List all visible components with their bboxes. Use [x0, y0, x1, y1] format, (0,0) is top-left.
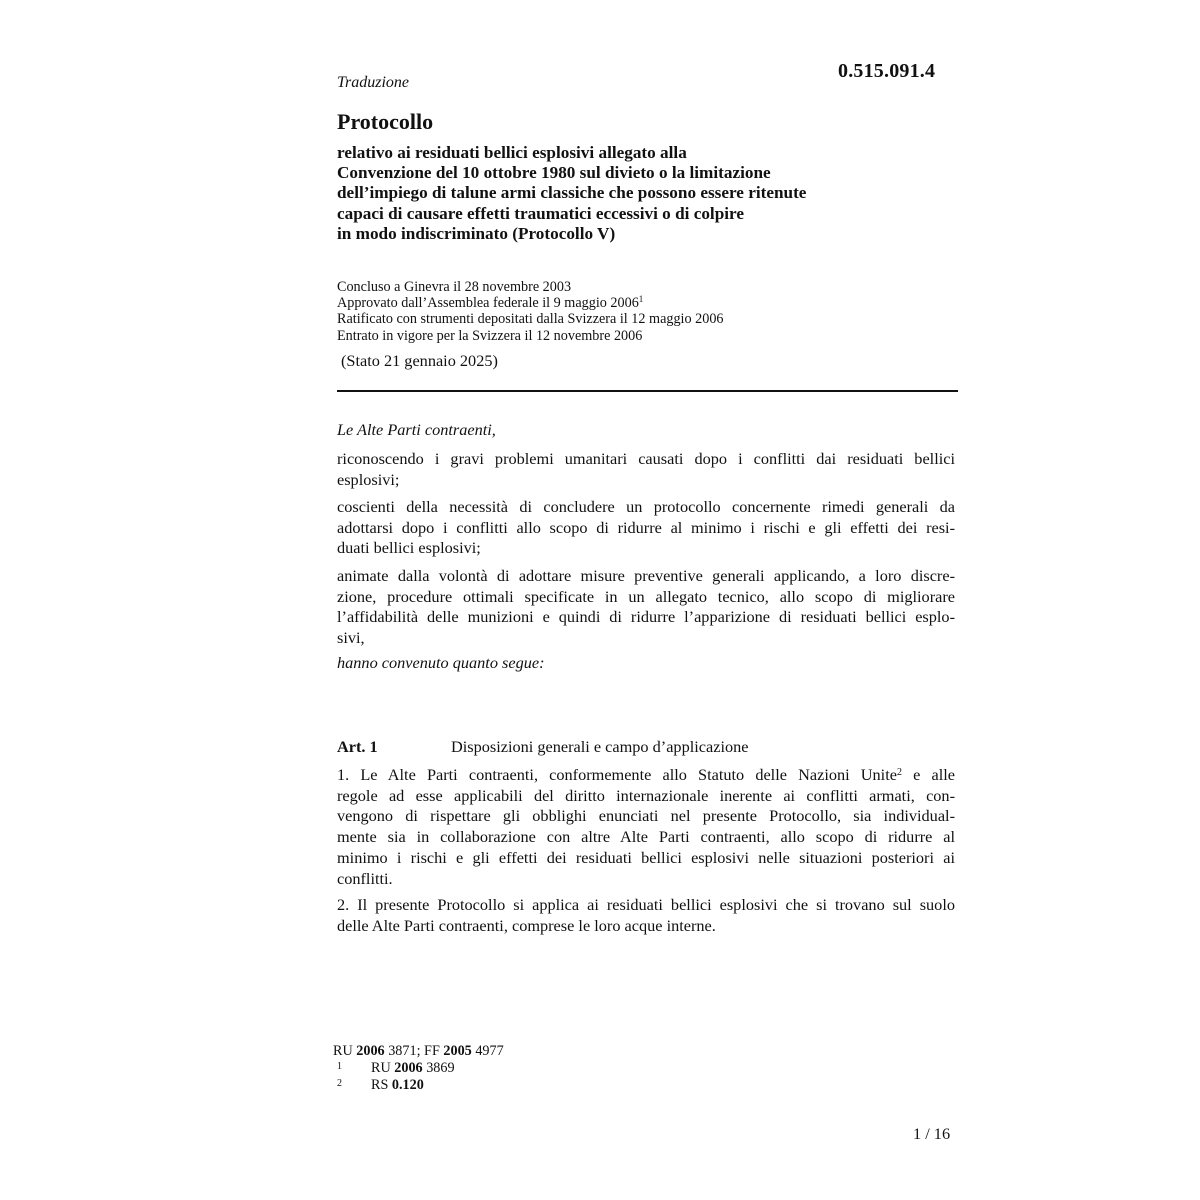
text-line: regole ad esse applicabili del diritto internazionale inerente ai conflitti armati, con-	[337, 785, 955, 805]
text-line: mente sia in collaborazione con altre Alte Parti contraenti, allo scopo di ridurre al	[337, 827, 955, 847]
preamble-intro: Le Alte Parti contraenti,	[337, 420, 496, 439]
text-line: vengono di rispettare gli obblighi enunciati nel presente Protocollo, sia individual-	[337, 806, 955, 826]
footnote-mark: 1	[337, 1061, 342, 1072]
text-line: sivi,	[337, 628, 365, 648]
text-line: coscienti della necessità di concludere un protocollo concernente rimedi generali da	[337, 497, 955, 516]
text-line: animate dalla volontà di adottare misure preventive generali applicando, a loro discre-	[337, 566, 955, 585]
subtitle-line: dell’impiego di talune armi classiche che possono essere ritenute	[337, 183, 807, 203]
ratified-line: Ratificato con strumenti depositati dalla Svizzera il 12 maggio 2006	[337, 311, 724, 328]
subtitle-line: capaci di causare effetti traumatici eccessivi o di colpire	[337, 203, 744, 223]
footnote-mark: 2	[337, 1078, 342, 1089]
text-line: conflitti.	[337, 868, 393, 888]
text-line: zione, procedure ottimali specificate in un allegato tecnico, allo scopo di migliorare	[337, 586, 955, 606]
text-line: riconoscendo i gravi problemi umanitari causati dopo i conflitti dai residuati bellici	[337, 449, 955, 468]
footnote-item	[333, 1077, 504, 1094]
article-paragraph-2	[337, 895, 955, 936]
text-line: delle Alte Parti contraenti, comprese le loro acque interne.	[337, 915, 716, 935]
subtitle-line: Convenzione del 10 ottobre 1980 sul divieto o la limitazione	[337, 163, 771, 183]
article-number: Art. 1	[337, 737, 378, 756]
text-line: l’affidabilità delle munizioni e quindi di ridurre l’apparizione di residuati bellici esplo-	[337, 607, 955, 627]
text-line	[337, 765, 955, 786]
header-divider	[337, 390, 958, 392]
in-force-line: Entrato in vigore per la Svizzera il 12 novembre 2006	[337, 327, 643, 344]
subtitle-line: in modo indiscriminato (Protocollo V)	[337, 223, 616, 243]
concluded-line: Concluso a Ginevra il 28 novembre 2003	[337, 279, 572, 295]
text-run: RS	[371, 1077, 392, 1093]
approved-text: Approvato dall’Assemblea federale il 9 maggio 2006	[337, 295, 639, 312]
footnote-ref-1[interactable]: 1	[638, 294, 644, 305]
text-line: 2. Il presente Protocollo si applica ai residuati bellici esplosivi che si trovano sul suolo	[337, 895, 955, 914]
text-run: 3869	[422, 1060, 455, 1076]
text-run: RU	[371, 1060, 395, 1076]
preamble-paragraph	[337, 497, 955, 559]
footnote-ref-2[interactable]: 2	[896, 767, 902, 778]
preamble-paragraph	[337, 449, 955, 490]
document-title: Protocollo	[337, 109, 434, 134]
treaty-metadata	[337, 279, 724, 344]
text-line: esplosivi;	[337, 469, 400, 489]
text-run: e alle	[901, 765, 955, 784]
approved-line	[337, 295, 724, 311]
subtitle-line: relativo ai residuati bellici esplosivi allegato alla	[337, 143, 687, 162]
text-run: RU	[333, 1043, 357, 1059]
text-run: 2006	[394, 1060, 423, 1076]
footnotes	[333, 1043, 504, 1094]
text-line: adottarsi dopo i conflitti allo scopo di ridurre al minimo i rischi e gli effetti dei resi-	[337, 517, 955, 537]
text-run: 0.120	[391, 1077, 424, 1093]
text-run: 2005	[443, 1043, 472, 1059]
translation-label: Traduzione	[337, 74, 410, 91]
preamble-paragraph	[337, 566, 955, 649]
systematic-number: 0.515.091.4	[838, 60, 936, 82]
text-line: minimo i rischi e gli effetti dei residuati bellici esplosivi nelle situazioni posteriori ai	[337, 847, 955, 867]
footnote-item	[333, 1060, 504, 1077]
text-run: 4977	[471, 1043, 504, 1059]
status-date: (Stato 21 gennaio 2025)	[341, 351, 498, 370]
article-heading: Disposizioni generali e campo d’applicazione	[451, 737, 749, 756]
text-run: 3871; FF	[384, 1043, 444, 1059]
article-paragraph-1	[337, 765, 955, 889]
text-run: 2006	[356, 1043, 385, 1059]
preamble-closing: hanno convenuto quanto segue:	[337, 653, 545, 672]
text-line: duati bellici esplosivi;	[337, 538, 481, 558]
text-run: 1. Le Alte Parti contraenti, conformemente allo Statuto delle Nazioni Unite	[337, 765, 897, 784]
document-subtitle	[337, 143, 957, 244]
source-reference	[333, 1043, 504, 1060]
page-indicator: 1 / 16	[913, 1124, 951, 1143]
